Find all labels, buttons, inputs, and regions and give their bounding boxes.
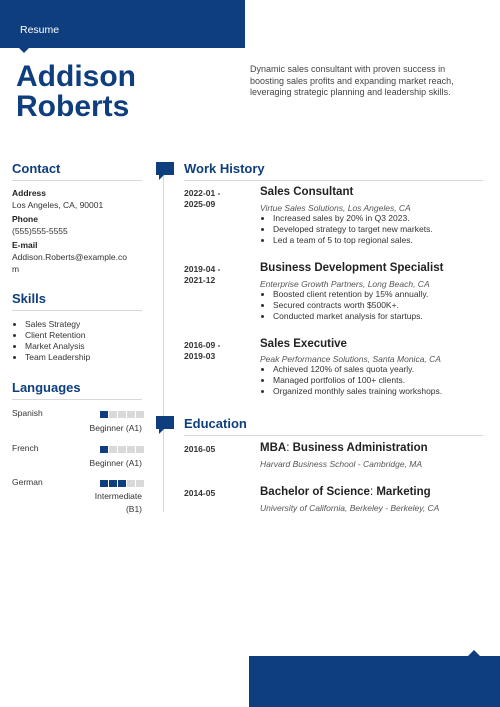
email-line-1: Addison.Roberts@example.co — [12, 252, 127, 262]
language-level-bar — [100, 480, 144, 487]
job-date: 2022-01 - 2025-09 — [184, 188, 221, 209]
level-segment — [100, 480, 108, 487]
language-level-bar — [100, 446, 144, 453]
level-segment — [127, 480, 135, 487]
level-segment — [136, 411, 144, 418]
bullet-icon — [261, 315, 264, 318]
language-level: Intermediate (B1) — [94, 491, 142, 514]
education-flag-tail — [159, 429, 164, 434]
bullet-icon — [13, 334, 16, 337]
email-value — [12, 251, 127, 275]
bullet-icon — [13, 356, 16, 359]
job-bullets — [261, 213, 433, 246]
languages-divider — [12, 399, 142, 400]
job-bullets — [261, 289, 428, 322]
list-item: Developed strategy to target new markets. — [261, 224, 433, 235]
list-item: Increased sales by 20% in Q3 2023. — [261, 213, 433, 224]
work-title: Work History — [184, 161, 265, 176]
education-school: Harvard Business School - Cambridge, MA — [260, 459, 423, 469]
level-segment — [109, 446, 117, 453]
email-line-2: m — [12, 264, 20, 274]
job-company: Peak Performance Solutions, Santa Monica, CA — [260, 354, 441, 364]
level-segment — [109, 411, 117, 418]
bullet-icon — [261, 239, 264, 242]
education-title: Education — [184, 416, 247, 431]
bullet-icon — [261, 368, 264, 371]
list-item: Led a team of 5 to top regional sales. — [261, 235, 433, 246]
job-title: Sales Executive — [260, 338, 347, 350]
skills-title: Skills — [12, 291, 46, 306]
education-school: University of California, Berkeley - Berkeley, CA — [260, 503, 440, 513]
education-divider — [184, 435, 483, 436]
job-company: Enterprise Growth Partners, Long Beach, CA — [260, 279, 430, 289]
level-segment — [118, 480, 126, 487]
phone-value: (555)555-5555 — [12, 226, 68, 236]
job-date: 2016-09 - 2019-03 — [184, 340, 221, 361]
language-level-bar — [100, 411, 144, 418]
bullet-icon — [261, 390, 264, 393]
job-date: 2019-04 - 2021-12 — [184, 264, 221, 285]
bullet-icon — [261, 228, 264, 231]
work-divider — [184, 180, 483, 181]
first-name: Addison — [16, 60, 136, 93]
header-label: Resume — [20, 24, 60, 36]
contact-title: Contact — [12, 161, 61, 176]
last-name: Roberts — [16, 90, 130, 123]
education-flag-icon — [156, 416, 174, 429]
language-name: Spanish — [12, 408, 43, 418]
list-item: Organized monthly sales training workshops. — [261, 386, 442, 397]
list-item: Conducted market analysis for startups. — [261, 311, 428, 322]
timeline-line — [163, 172, 164, 512]
language-name: German — [12, 477, 43, 487]
level-segment — [109, 480, 117, 487]
person-name — [16, 62, 236, 122]
job-bullets — [261, 364, 442, 397]
level-segment — [127, 411, 135, 418]
phone-label: Phone — [12, 214, 38, 224]
language-name: French — [12, 443, 39, 453]
level-segment — [100, 411, 108, 418]
skill-item: Client Retention — [13, 330, 85, 340]
list-item: Secured contracts worth $500K+. — [261, 300, 428, 311]
language-level: Beginner (A1) — [89, 423, 142, 433]
job-title: Business Development Specialist — [260, 262, 444, 274]
email-label: E-mail — [12, 240, 38, 250]
bullet-icon — [261, 217, 264, 220]
footer-band — [249, 656, 500, 707]
job-title: Sales Consultant — [260, 186, 354, 198]
education-degree: Bachelor of Science: Marketing — [260, 486, 431, 498]
work-flag-tail — [159, 175, 164, 180]
language-level: Beginner (A1) — [89, 458, 142, 468]
level-segment — [100, 446, 108, 453]
skill-item: Sales Strategy — [13, 319, 80, 329]
skills-divider — [12, 310, 142, 311]
skill-item: Team Leadership — [13, 352, 90, 362]
education-date: 2014-05 — [184, 488, 216, 498]
level-segment — [127, 446, 135, 453]
job-company: Virtue Sales Solutions, Los Angeles, CA — [260, 203, 411, 213]
education-degree: MBA: Business Administration — [260, 442, 428, 454]
bullet-icon — [261, 304, 264, 307]
level-segment — [136, 480, 144, 487]
address-value: Los Angeles, CA, 90001 — [12, 200, 104, 210]
bullet-icon — [13, 323, 16, 326]
contact-divider — [12, 180, 142, 181]
header-notch — [18, 47, 30, 53]
level-segment — [118, 446, 126, 453]
summary: Dynamic sales consultant with proven success in boosting sales profits and expanding market reach, leveraging strategic planning and leadership skills. — [250, 64, 454, 97]
bullet-icon — [13, 345, 16, 348]
work-flag-icon — [156, 162, 174, 175]
education-date: 2016-05 — [184, 444, 216, 454]
skill-item: Market Analysis — [13, 341, 85, 351]
list-item: Boosted client retention by 15% annually. — [261, 289, 428, 300]
bullet-icon — [261, 379, 264, 382]
languages-title: Languages — [12, 380, 81, 395]
address-label: Address — [12, 188, 47, 198]
bullet-icon — [261, 293, 264, 296]
list-item: Achieved 120% of sales quota yearly. — [261, 364, 442, 375]
level-segment — [118, 411, 126, 418]
level-segment — [136, 446, 144, 453]
list-item: Managed portfolios of 100+ clients. — [261, 375, 442, 386]
